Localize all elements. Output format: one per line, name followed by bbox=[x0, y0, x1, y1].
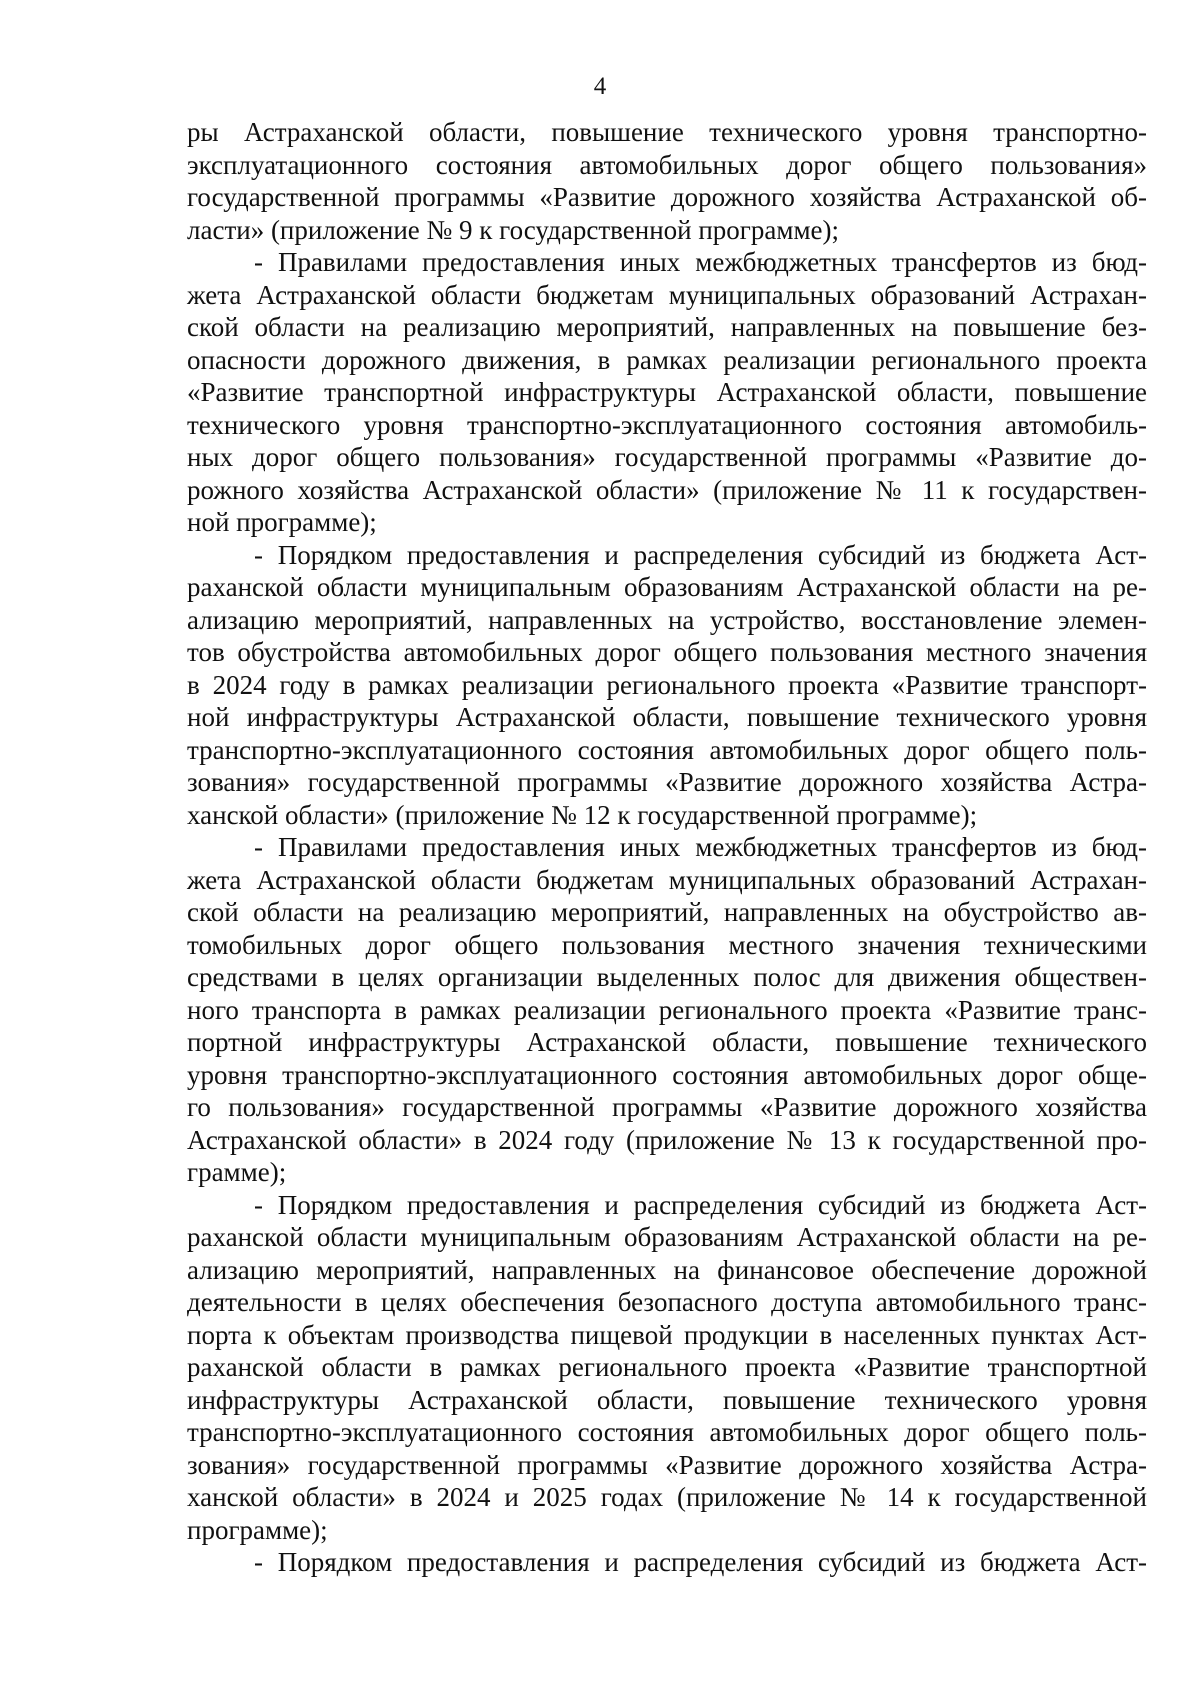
text-line: ханской области» в 2024 и 2025 годах (приложение № 14 к государственной bbox=[187, 1482, 1147, 1512]
text-line: деятельности в целях обеспечения безопасного доступа автомобильного транс- bbox=[187, 1287, 1147, 1317]
text-line: рожного хозяйства Астраханской области» (приложение № 11 к государствен- bbox=[187, 474, 1147, 505]
text-line: раханской области муниципальным образованиям Астраханской области на ре- bbox=[187, 572, 1147, 602]
text-line: - Порядком предоставления и распределения субсидий из бюджета Аст- bbox=[254, 1547, 1147, 1577]
text-line: томобильных дорог общего пользования местного значения техническими bbox=[187, 929, 1147, 960]
text-line: зования» государственной программы «Развитие дорожного хозяйства Астра- bbox=[187, 1449, 1147, 1480]
text-line: жета Астраханской области бюджетам муниципальных образований Астрахан- bbox=[187, 279, 1147, 310]
text-line: ного транспорта в рамках реализации регионального проекта «Развитие транс- bbox=[187, 994, 1147, 1025]
text-line: го пользования» государственной программы «Развитие дорожного хозяйства bbox=[187, 1092, 1147, 1122]
text-line: ры Астраханской области, повышение технического уровня транспортно- bbox=[187, 117, 1147, 147]
text-line: ных дорог общего пользования» государственной программы «Развитие до- bbox=[187, 442, 1147, 472]
text-line: технического уровня транспортно-эксплуатационного состояния автомобиль- bbox=[187, 409, 1147, 440]
text-line: государственной программы «Развитие дорожного хозяйства Астраханской об- bbox=[187, 182, 1147, 212]
text-line: раханской области муниципальным образованиям Астраханской области на ре- bbox=[187, 1222, 1147, 1252]
text-line: раханской области в рамках регионального проекта «Развитие транспортной bbox=[187, 1352, 1147, 1382]
text-line: ной программе); bbox=[187, 507, 377, 537]
text-line: «Развитие транспортной инфраструктуры Астраханской области, повышение bbox=[187, 377, 1147, 407]
text-line: ализацию мероприятий, направленных на устройство, восстановление элемен- bbox=[187, 604, 1147, 635]
text-line: транспортно-эксплуатационного состояния автомобильных дорог общего поль- bbox=[187, 1417, 1147, 1447]
text-line: порта к объектам производства пищевой продукции в населенных пунктах Аст- bbox=[187, 1319, 1147, 1350]
text-line: инфраструктуры Астраханской области, повышение технического уровня bbox=[187, 1384, 1147, 1415]
text-line: жета Астраханской области бюджетам муниципальных образований Астрахан- bbox=[187, 864, 1147, 895]
text-line: - Порядком предоставления и распределения субсидий из бюджета Аст- bbox=[254, 1189, 1147, 1220]
page-number: 4 bbox=[593, 73, 607, 100]
text-line: ской области на реализацию мероприятий, направленных на повышение без- bbox=[187, 312, 1147, 342]
text-line: портной инфраструктуры Астраханской области, повышение технического bbox=[187, 1027, 1147, 1057]
text-line: средствами в целях организации выделенных полос для движения обществен- bbox=[187, 962, 1147, 992]
text-line: тов обустройства автомобильных дорог общего пользования местного значения bbox=[187, 637, 1147, 667]
text-line: в 2024 году в рамках реализации регионального проекта «Развитие транспорт- bbox=[187, 669, 1147, 700]
text-line: транспортно-эксплуатационного состояния автомобильных дорог общего поль- bbox=[187, 734, 1147, 765]
text-line: ной инфраструктуры Астраханской области, повышение технического уровня bbox=[187, 702, 1147, 732]
body-text bbox=[187, 116, 1147, 1579]
text-line: Астраханской области» в 2024 году (приложение № 13 к государственной про- bbox=[187, 1124, 1147, 1155]
text-line: опасности дорожного движения, в рамках реализации регионального проекта bbox=[187, 344, 1147, 375]
text-line: ской области на реализацию мероприятий, направленных на обустройство ав- bbox=[187, 897, 1147, 927]
text-line: ласти» (приложение № 9 к государственной программе); bbox=[187, 214, 840, 245]
text-line: зования» государственной программы «Развитие дорожного хозяйства Астра- bbox=[187, 767, 1147, 797]
text-line: - Правилами предоставления иных межбюджетных трансфертов из бюд- bbox=[254, 247, 1147, 277]
text-line: - Порядком предоставления и распределения субсидий из бюджета Аст- bbox=[254, 539, 1147, 570]
text-line: программе); bbox=[187, 1514, 328, 1545]
text-line: уровня транспортно-эксплуатационного состояния автомобильных дорог обще- bbox=[187, 1059, 1147, 1090]
text-line: - Правилами предоставления иных межбюджетных трансфертов из бюд- bbox=[254, 832, 1147, 862]
text-line: грамме); bbox=[187, 1157, 287, 1187]
text-line: ханской области» (приложение № 12 к государственной программе); bbox=[187, 799, 978, 830]
text-line: ализацию мероприятий, направленных на финансовое обеспечение дорожной bbox=[187, 1254, 1147, 1285]
text-line: эксплуатационного состояния автомобильных дорог общего пользования» bbox=[187, 149, 1147, 180]
